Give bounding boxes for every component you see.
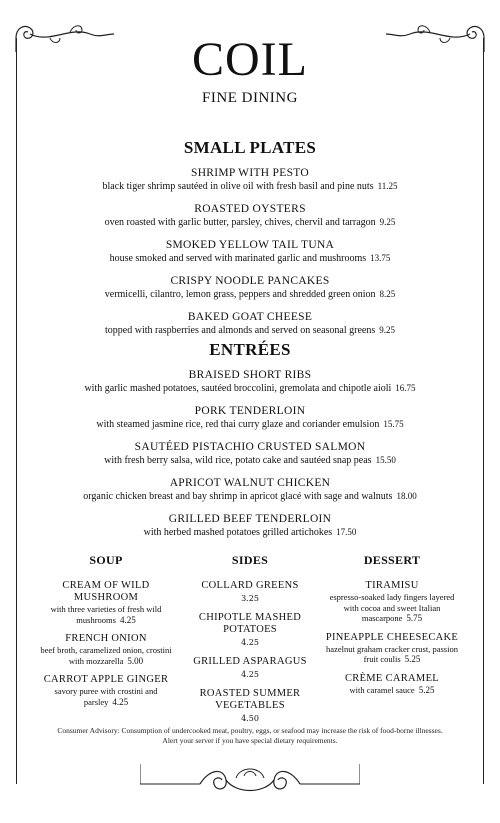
item-desc-text: with steamed jasmine rice, red thai curry glaze and coriander emulsion: [96, 419, 380, 430]
item-description: [30, 526, 470, 539]
item-desc-text: savory puree with crostini and parsley: [54, 686, 158, 707]
item-name: PINEAPPLE CHEESECAKE: [325, 631, 459, 643]
item-description: [30, 382, 470, 395]
menu-item: [322, 632, 462, 665]
item-desc-text: hazelnut graham cracker crust, passion fruit coulis: [326, 643, 458, 664]
item-price: 4.25: [241, 638, 259, 647]
menu-item: [36, 674, 176, 707]
item-name: SHRIMP WITH PESTO: [191, 167, 309, 179]
item-description: [322, 644, 462, 665]
item-name: CARROT APPLE GINGER: [43, 674, 169, 685]
item-name: FRENCH ONION: [65, 633, 147, 644]
item-price: 5.00: [127, 655, 144, 666]
item-name: SAUTÉED PISTACHIO CRUSTED SALMON: [134, 441, 366, 453]
item-price: 5.75: [406, 613, 423, 623]
section-title: DESSERT: [363, 553, 421, 567]
menu-item: [180, 656, 320, 680]
item-name: PORK TENDERLOIN: [194, 405, 306, 417]
menu-item: [30, 440, 470, 467]
item-price: 5.25: [404, 654, 421, 664]
item-price: 17.50: [336, 527, 357, 537]
item-desc-text: topped with raspberries and almonds and served on seasonal greens: [105, 325, 376, 336]
item-description: [30, 216, 470, 229]
item-desc-text: oven roasted with garlic butter, parsley, chives, chervil and tarragon: [104, 217, 376, 228]
menu-item: [30, 512, 470, 539]
menu-item: [30, 404, 470, 431]
section-title: SIDES: [231, 553, 269, 567]
menu-item: [30, 274, 470, 301]
item-description: [30, 180, 470, 193]
item-price: 8.25: [379, 289, 396, 299]
item-description: [30, 288, 470, 301]
item-description: [322, 685, 462, 696]
menu-item: [322, 580, 462, 624]
frame-right-rule: [483, 38, 484, 784]
entrees-section: [30, 340, 470, 548]
item-desc-text: vermicelli, cilantro, lemon grass, peppers and shredded green onion: [104, 289, 376, 300]
item-name: APRICOT WALNUT CHICKEN: [169, 477, 331, 489]
section-title: SOUP: [89, 553, 123, 567]
item-description: [36, 686, 176, 707]
item-price: 5.25: [418, 684, 435, 695]
item-name: BAKED GOAT CHEESE: [187, 311, 313, 323]
item-name: ROASTED OYSTERS: [194, 203, 306, 215]
item-price: 9.25: [379, 217, 396, 227]
menu-item: [180, 580, 320, 604]
item-name: CREAM OF WILD MUSHROOM: [62, 580, 150, 603]
menu-item: [180, 612, 320, 648]
item-description: [30, 490, 470, 503]
menu-item: [36, 580, 176, 625]
item-desc-text: organic chicken breast and bay shrimp in apricot glacé with sage and walnuts: [83, 491, 393, 502]
menu-item: [30, 476, 470, 503]
item-desc-text: beef broth, caramelized onion, crostini with mozzarella: [40, 645, 172, 666]
item-desc-text: with garlic mashed potatoes, sautéed broccolini, gremolata and chipotle aioli: [84, 383, 392, 394]
item-description: [36, 604, 176, 625]
menu-item: [30, 310, 470, 337]
item-name: COLLARD GREENS: [201, 580, 299, 591]
consumer-advisory: [40, 726, 460, 746]
restaurant-tagline: FINE DINING: [202, 90, 298, 106]
menu-item: [30, 166, 470, 193]
item-name: CRÈME CARAMEL: [344, 672, 440, 684]
item-price: 13.75: [370, 253, 391, 263]
item-price: 11.25: [377, 181, 398, 191]
flourish-bottom-divider-icon: [140, 758, 360, 802]
small-plates-section: [30, 138, 470, 346]
item-price: 15.75: [383, 419, 404, 429]
item-price: 3.25: [241, 594, 259, 603]
menu-item: [30, 368, 470, 395]
menu-item: [30, 202, 470, 229]
item-price: 4.25: [112, 696, 129, 707]
item-name: BRAISED SHORT RIBS: [188, 369, 312, 381]
item-desc-text: with fresh berry salsa, wild rice, potato cake and sautéed snap peas: [104, 455, 372, 466]
item-name: CRISPY NOODLE PANCAKES: [170, 275, 330, 287]
menu-item: [322, 673, 462, 696]
item-price: 4.25: [119, 614, 136, 625]
item-price: 15.50: [375, 455, 396, 465]
item-price: 16.75: [395, 383, 416, 393]
item-desc-text: with herbed mashed potatoes grilled artichokes: [143, 527, 333, 538]
item-desc-text: with three varieties of fresh wild mushrooms: [50, 604, 162, 625]
item-name: CHIPOTLE MASHED POTATOES: [198, 612, 302, 635]
section-title: ENTRÉES: [209, 340, 291, 359]
item-description: [30, 324, 470, 337]
item-description: [30, 454, 470, 467]
item-name: TIRAMISU: [365, 580, 419, 591]
item-price: 4.25: [241, 670, 259, 679]
menu-item: [180, 688, 320, 724]
item-price: 4.50: [241, 714, 259, 723]
soup-column: [36, 553, 176, 715]
item-price: 9.25: [379, 325, 395, 335]
item-desc-text: with caramel sauce: [349, 684, 415, 695]
item-description: [36, 645, 176, 666]
item-description: [322, 592, 462, 624]
item-name: ROASTED SUMMER VEGETABLES: [199, 688, 301, 711]
item-description: [30, 252, 470, 265]
item-name: SMOKED YELLOW TAIL TUNA: [165, 239, 335, 251]
item-desc-text: espresso-soaked lady fingers layered with cocoa and sweet Italian mascarpone: [329, 592, 455, 623]
restaurant-name: COIL: [192, 33, 308, 86]
frame-left-rule: [16, 38, 17, 784]
item-name: GRILLED BEEF TENDERLOIN: [168, 513, 332, 525]
item-description: [30, 418, 470, 431]
item-desc-text: black tiger shrimp sautéed in olive oil with fresh basil and pine nuts: [102, 181, 374, 192]
sides-column: [180, 553, 320, 732]
advisory-line: Alert your server if you have special dietary requirements.: [162, 736, 338, 745]
item-name: GRILLED ASPARAGUS: [193, 656, 307, 667]
section-title: SMALL PLATES: [183, 138, 317, 157]
menu-item: [36, 633, 176, 666]
item-price: 18.00: [396, 491, 417, 501]
menu-item: [30, 238, 470, 265]
item-desc-text: house smoked and served with marinated garlic and mushrooms: [109, 253, 367, 264]
advisory-line: Consumer Advisory: Consumption of undercooked meat, poultry, eggs, or seafood may increase the risk of food-borne illnesses.: [57, 726, 443, 735]
dessert-column: [322, 553, 462, 703]
